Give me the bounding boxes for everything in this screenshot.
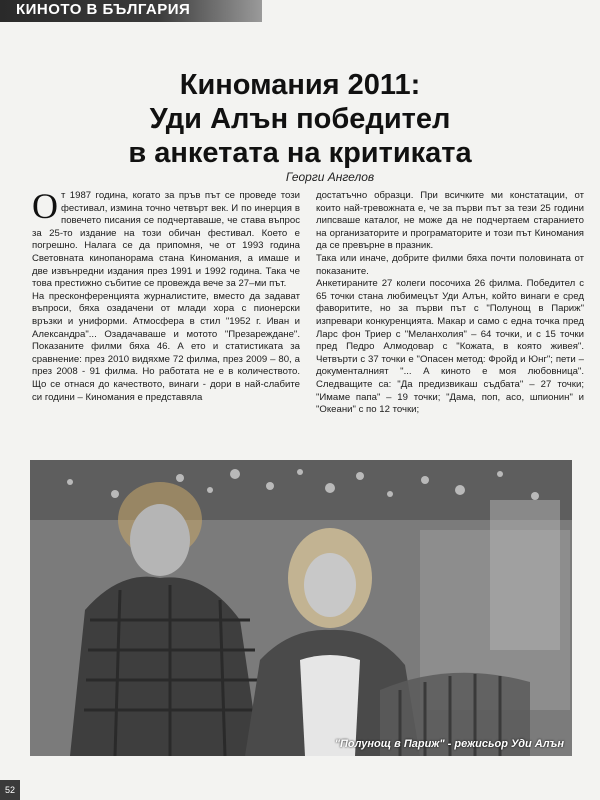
paragraph: На пресконференцията журналистите, вместо да задават въпроси, бяха озадачени от млади хора с пионерски връзки и униформи. Атмосфера в стил "1952 г. Иван и Александра"... Озадачаваше и мотото "Презареждане". Показаните филми бяха 46. А ето и статистиката за сравнение: през 2010 видяхме 72 филма, през 2009 – 80, а през 2008 - 91 филма. Но работата не е в количеството. Що се отнася до качеството, винаги - дори в най-слабите си години – Киномания е представяла	[32, 290, 300, 403]
title-line-2: Уди Алън победител	[149, 103, 451, 135]
paragraph-text: т 1987 година, когато за пръв път се проведе този фестивал, измина точно четвърт век. И по инерция в повечето писания се подчертаваше, че става въпрос за 25-то издание на този обичан фестивал. Което е погрешно. Налага се да припомня, че от 1993 година Световната кинопанорама стана Киномания, а имаше и две извънредни издания през 1991 и 1992 година. Така че това престижно събитие се провежда вече за 27–ми път.	[32, 190, 300, 290]
film-still-image-icon	[30, 460, 572, 756]
paragraph	[32, 190, 300, 291]
article-column-right	[316, 190, 584, 460]
film-still-photo	[30, 460, 572, 756]
paragraph: Така или иначе, добрите филми бяха почти половината от показаните.	[316, 252, 584, 277]
section-header-bar	[0, 0, 262, 22]
dropcap-letter: О	[32, 190, 58, 226]
article-column-left	[32, 190, 300, 460]
title-line-1: Киномания 2011:	[179, 69, 421, 101]
paragraph: достатъчно образци. При всичките ми констатации, от които най-тревожната е, че за първи път за тези 25 години липсваше каталог, не може да не подчертаем старанието на организаторите и програматорите и този път Киномания да се превърне в празник.	[316, 190, 584, 252]
article-title	[60, 68, 540, 170]
article-author: Георги Ангелов	[285, 170, 375, 184]
title-line-3: в анкетата на критиката	[128, 137, 472, 169]
page-number: 52	[0, 780, 20, 800]
section-label: КИНОТО В БЪЛГАРИЯ	[16, 1, 191, 18]
photo-caption: "Полунощ в Париж" - режисьор Уди Алън	[334, 738, 564, 750]
paragraph: Анкетираните 27 колеги посочиха 26 филма. Победител с 65 точки стана любимецът Уди Алън, който винаги е сред фаворитите, но за първи път с "Полунощ в Париж" изпревари конкуренцията. Макар и само с една точка пред Ларс фон Триер с "Меланхолия" – 64 точки, и с 15 точки пред Педро Алмодовар с "Кожата, в която живея". Четвърти с 37 точки е "Опасен метод: Фройд и Юнг"; пети – документалният "... А киното е моя любовница". Следващите са: "Да предизвикаш съдбата" – 27 точки; "Имаме папа" – 19 точки; "Дама, поп, асо, шпионин" и "Океани" с по 12 точки;	[316, 278, 584, 416]
